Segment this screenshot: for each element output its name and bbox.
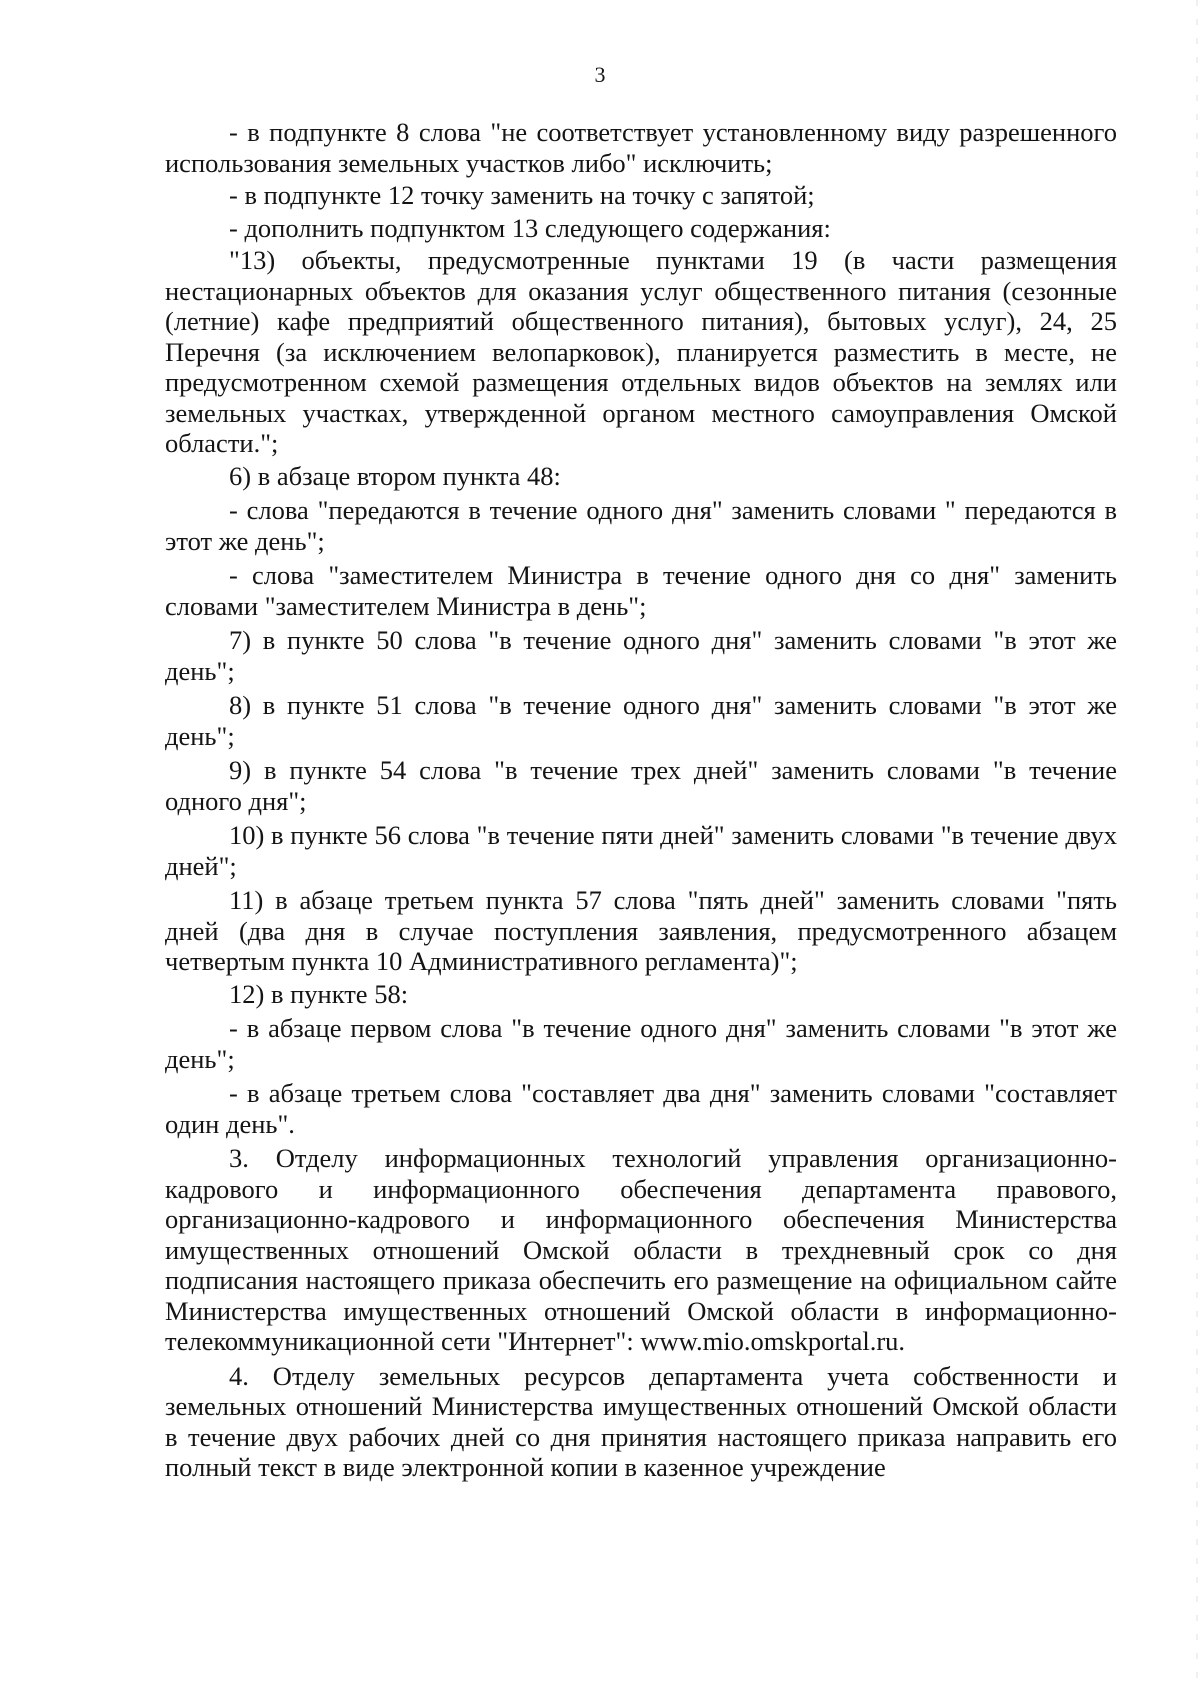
paragraph-item-11: 11) в абзаце третьем пункта 57 слова "пять дней" заменить словами "пять дней (два дня в случае поступления заявления, предусмотренного абзацем четвертым пункта 10 Административного регламента)"; [165, 885, 1117, 976]
paragraph-section-3: 3. Отделу информационных технологий управления организационно-кадрового и информационного обеспечения департамента правового, организационно-кадрового и информационного обеспечения Министерства имущественных отношений Омской области в трехдневный срок со дня подписания настоящего приказа обеспечить его размещение на официальном сайте Министерства имущественных отношений Омской области в информационно-телекоммуникационной сети "Интернет": www.mio.omskportal.ru. [165, 1143, 1117, 1356]
paragraph-subitem-12: - в подпункте 12 точку заменить на точку с запятой; [229, 180, 815, 210]
paragraph-subitem-13-text: "13) объекты, предусмотренные пунктами 19 (в части размещения нестационарных объектов для оказания услуг общественного питания (сезонные (летние) кафе предприятий общественного питания), бытовых услуг), 24, 25 Перечня (за исключением велопарковок), планируется разместить в месте, не предусмотренном схемой размещения отдельных видов объектов на землях или земельных участках, утвержденной органом местного самоуправления Омской области."; [165, 245, 1117, 458]
paragraph-section-4: 4. Отделу земельных ресурсов департамента учета собственности и земельных отношений Министерства имущественных отношений Омской области в течение двух рабочих дней со дня принятия настоящего приказа направить его полный текст в виде электронной копии в казенное учреждение [165, 1360, 1117, 1482]
paragraph-item-12-first: - в абзаце первом слова "в течение одного дня" заменить словами "в этот же день"; [165, 1013, 1117, 1074]
paragraph-item-12: 12) в пункте 58: [229, 978, 409, 1009]
paragraph-item-6-first: - слова "передаются в течение одного дня" заменить словами " передаются в этот же день"; [165, 495, 1117, 556]
page-number: 3 [594, 62, 606, 87]
paragraph-item-6-second: - слова "заместителем Министра в течение одного дня со дня" заменить словами "заместителем Министра в день"; [165, 560, 1117, 621]
paragraph-item-12-third: - в абзаце третьем слова "составляет два дня" заменить словами "составляет один день". [165, 1078, 1117, 1139]
paragraph-item-7: 7) в пункте 50 слова "в течение одного дня" заменить словами "в этот же день"; [165, 625, 1117, 686]
paragraph-item-6: 6) в абзаце втором пункта 48: [229, 460, 561, 491]
paragraph-item-10: 10) в пункте 56 слова "в течение пяти дней" заменить словами "в течение двух дней"; [165, 820, 1117, 881]
document-body [165, 117, 1117, 1483]
paragraph-item-9: 9) в пункте 54 слова "в течение трех дней" заменить словами "в течение одного дня"; [165, 755, 1117, 816]
paragraph-subitem-8: - в подпункте 8 слова "не соответствует установленному виду разрешенного использования земельных участков либо" исключить; [165, 117, 1117, 178]
paragraph-add-subitem-13: - дополнить подпунктом 13 следующего содержания: [229, 212, 831, 243]
paragraph-item-8: 8) в пункте 51 слова "в течение одного дня" заменить словами "в этот же день"; [165, 690, 1117, 751]
scan-edge-artifact [1196, 0, 1198, 1686]
